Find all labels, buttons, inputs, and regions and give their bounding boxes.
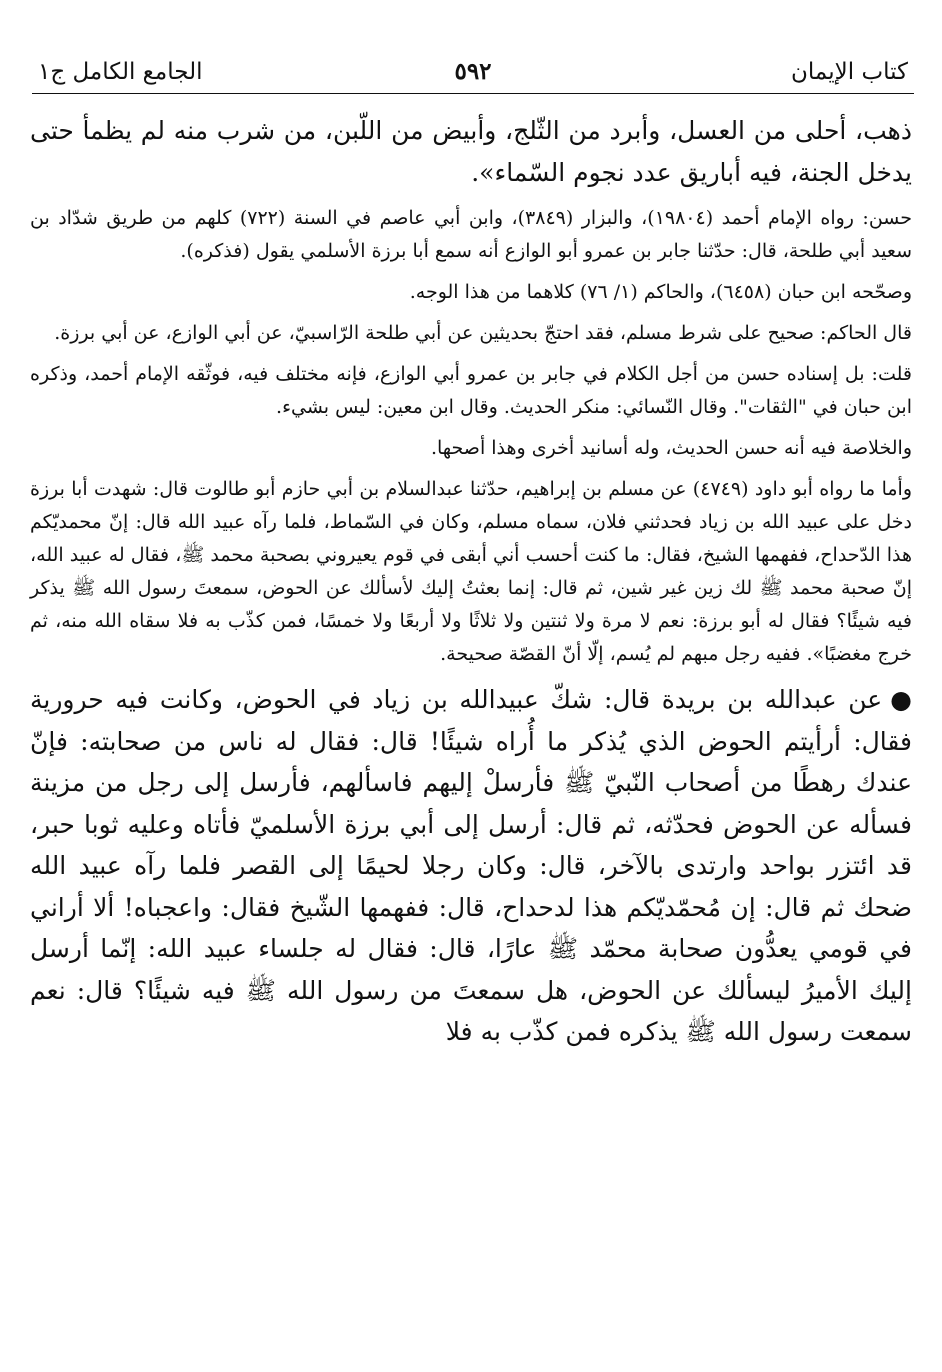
header-divider	[32, 93, 914, 94]
volume-title: الجامع الكامل ج١	[38, 59, 203, 85]
summary-paragraph: والخلاصة فيه أنه حسن الحديث، وله أسانيد أخرى وهذا أصحها.	[430, 437, 912, 459]
tashih-paragraph: وصحّحه ابن حبان (٦٤٥٨)، والحاكم (١/ ٧٦) كلاهما من هذا الوجه.	[409, 281, 912, 303]
takhrij-paragraph: حسن: رواه الإمام أحمد (١٩٨٠٤)، والبزار (٣٨٤٩)، وابن أبي عاصم في السنة (٧٢٢) كلهم من طريق شدّاد بن سعيد أبي طلحة، قال: حدّثنا جابر بن عمرو أبو الوازع أنه سمع أبا برزة الأسلمي يقول (فذكره).	[30, 207, 912, 262]
abu-dawud-paragraph: وأما ما رواه أبو داود (٤٧٤٩) عن مسلم بن إبراهيم، حدّثنا عبدالسلام بن أبي حازم أبو طالوت قال: شهدت أبا برزة دخل على عبيد الله بن زياد فحدثني فلان، سماه مسلم، وكان في السّماط، فلما رآه عبيد الله قال: إنّ محمديّكم هذا الدّحداح، ففهمها الشيخ، فقال: ما كنت أحسب أني أبقى في قوم يعيروني بصحبة محمد ﷺ، فقال له عبيد الله، إنّ صحبة محمد ﷺ لك زين غير شين، ثم قال: إنما بعثتُ إليك لأسألك عن الحوض، سمعتَ رسول الله ﷺ يذكر فيه شيئًا؟ فقال له أبو برزة: نعم لا مرة ولا ثنتين ولا ثلاثًا ولا أربعًا ولا خمسًا، فمن كذّب به فلا سقاه الله منه، ثم خرج مغضبًا». ففيه رجل مبهم لم يُسم، إلّا أنّ القصّة صحيحة.	[30, 478, 912, 665]
page-body	[30, 110, 912, 1053]
hakim-paragraph: قال الحاكم: صحيح على شرط مسلم، فقد احتجّ بحديثين عن أبي طلحة الرّاسبيّ، عن أبي الوازع، عن أبي برزة.	[54, 322, 912, 344]
hadith-text-continuation: ذهب، أحلى من العسل، وأبرد من الثّلج، وأبيض من اللّبن، من شرب منه لم يظمأ حتى يدخل الجنة، فيه أباريق عدد نجوم السّماء».	[30, 116, 912, 187]
author-note-paragraph: قلت: بل إسناده حسن من أجل الكلام في جابر بن عمرو أبي الوازع، فإنه مختلف فيه، فوثّقه الإمام أحمد، وذكره ابن حبان في "الثقات". وقال النّسائي: منكر الحديث. وقال ابن معين: ليس بشيء.	[30, 363, 912, 418]
page-number: ٥٩٢	[454, 58, 492, 85]
new-hadith-paragraph	[30, 679, 912, 1053]
page-header	[32, 50, 914, 94]
book-title: كتاب الإيمان	[791, 59, 908, 85]
new-hadith-text: عن عبدالله بن بريدة قال: شكّ عبيدالله بن زياد في الحوض، وكانت فيه حرورية فقال: أرأيتم الحوض الذي يُذكر ما أُراه شيئًا! قال: فقال له ناس من صحابته: فإنّ عندك رهطًا من أصحاب النّبيّ ﷺ فأرسلْ إليهم فاسألهم، فأرسل إلى رجل من مزينة فسأله عن الحوض فحدّثه، ثم قال: أرسل إلى أبي برزة الأسلميّ فأتاه وعليه ثوبا حبر، قد ائتزر بواحد وارتدى بالآخر، قال: وكان رجلا لحيمًا إلى القصر فلما رآه عبيد الله ضحك ثم قال: إن مُحمّديّكم هذا لدحداح، قال: ففهمها الشّيخ فقال: واعجباه! ألا أراني في قومي يعدُّون صحابة محمّد ﷺ عارًا، قال: فقال له جلساء عبيد الله: إنّما أرسل إليك الأميرُ ليسألك عن الحوض، هل سمعتَ من رسول الله ﷺ فيه شيئًا؟ قال: نعم سمعت رسول الله ﷺ يذكره فمن كذّب به فلا	[30, 685, 912, 1046]
bullet-icon: ●	[890, 685, 912, 714]
